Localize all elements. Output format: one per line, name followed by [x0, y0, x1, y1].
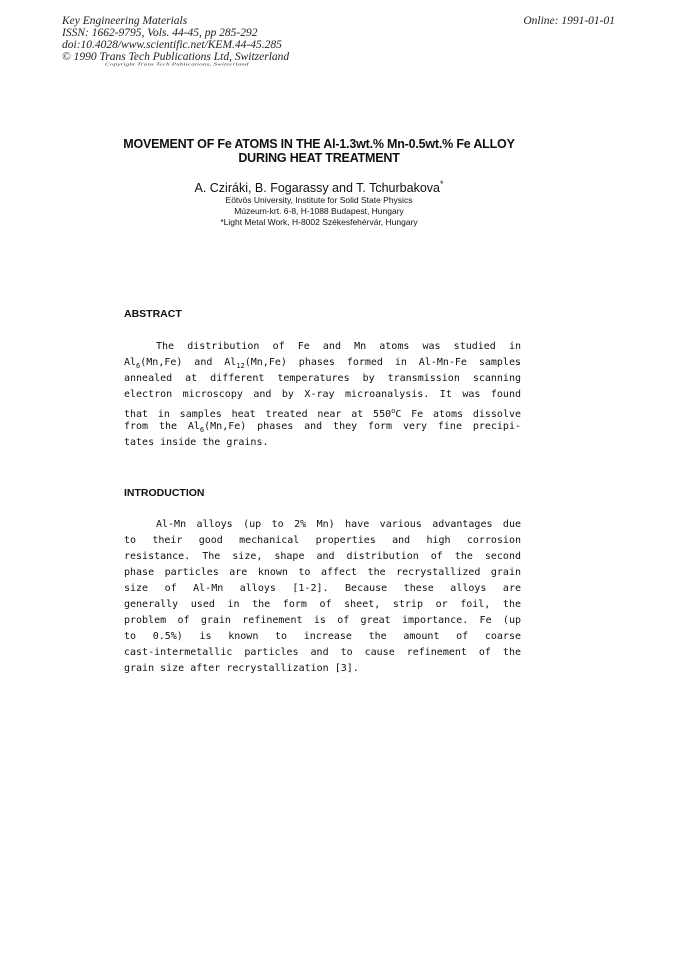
introduction-line: resistance. The size, shape and distribution of the second — [124, 551, 521, 562]
introduction-line: phase particles are known to affect the recrystallized grain — [124, 567, 521, 578]
paper-title — [100, 137, 538, 165]
introduction-heading: INTRODUCTION — [124, 487, 205, 499]
author-names: A. Cziráki, B. Fogarassy and T. Tchurbakova — [194, 181, 440, 196]
affiliations — [100, 195, 538, 228]
abstract-line: The distribution of Fe and Mn atoms was studied in — [156, 341, 521, 352]
affiliation-3: *Light Metal Work, H-8002 Székesfehérvár, Hungary — [220, 217, 418, 227]
abstract-line: tates inside the grains. — [124, 437, 269, 448]
doi-line: doi:10.4028/www.scientific.net/KEM.44-45.285 — [62, 39, 282, 51]
introduction-line: grain size after recrystallization [3]. — [124, 663, 359, 674]
introduction-line: cast-intermetallic particles and to cause refinement of the — [124, 647, 521, 658]
introduction-line: generally used in the form of sheet, strip or foil, the — [124, 599, 521, 610]
journal-name: Key Engineering Materials — [62, 15, 188, 27]
paper-title-line-2: DURING HEAT TREATMENT — [238, 151, 400, 165]
publisher-line: © 1990 Trans Tech Publications Ltd, Switzerland — [62, 51, 290, 63]
affiliation-2: Múzeum-krt. 6-8, H-1088 Budapest, Hungary — [234, 206, 404, 216]
introduction-body — [124, 517, 521, 677]
author-list — [100, 177, 538, 195]
abstract-heading: ABSTRACT — [124, 308, 182, 320]
abstract-line: electron microscopy and by X-ray microanalysis. It was found — [124, 389, 521, 400]
publication-info — [62, 15, 289, 63]
paper-title-line-1: MOVEMENT OF Fe ATOMS IN THE Al-1.3wt.% Mn-0.5wt.% Fe ALLOY — [123, 137, 515, 151]
abstract-line: annealed at different temperatures by transmission scanning — [124, 373, 521, 384]
scanned-copyright-line: Copyright Trans Tech Publications, Switzerland — [105, 62, 249, 67]
introduction-line: size of Al-Mn alloys [1-2]. Because these alloys are — [124, 583, 521, 594]
abstract-line: from the $Al_6(Mn,Fe)$ phases and they form very fine precipi- — [124, 421, 521, 434]
abstract-line: that in samples heat treated near at 550$^o$C Fe atoms dissolve — [124, 407, 522, 420]
introduction-line: problem of grain refinement is of great importance. Fe (up — [124, 615, 521, 626]
online-date: Online: 1991-01-01 — [523, 15, 615, 27]
author-footnote-mark: * — [439, 179, 444, 189]
introduction-line: to 0.5%) is known to increase the amount of coarse — [124, 631, 521, 642]
abstract-body — [124, 339, 521, 451]
introduction-line: to their good mechanical properties and high corrosion — [124, 535, 521, 546]
affiliation-1: Eötvös University, Institute for Solid State Physics — [225, 195, 413, 205]
issn-line: ISSN: 1662-9795, Vols. 44-45, pp 285-292 — [62, 27, 258, 39]
introduction-line: Al-Mn alloys (up to 2% Mn) have various advantages due — [156, 519, 521, 530]
abstract-line: $Al_6(Mn,Fe)$ and $Al_{12}(Mn,Fe)$ phases formed in Al-Mn-Fe samples — [124, 357, 521, 370]
